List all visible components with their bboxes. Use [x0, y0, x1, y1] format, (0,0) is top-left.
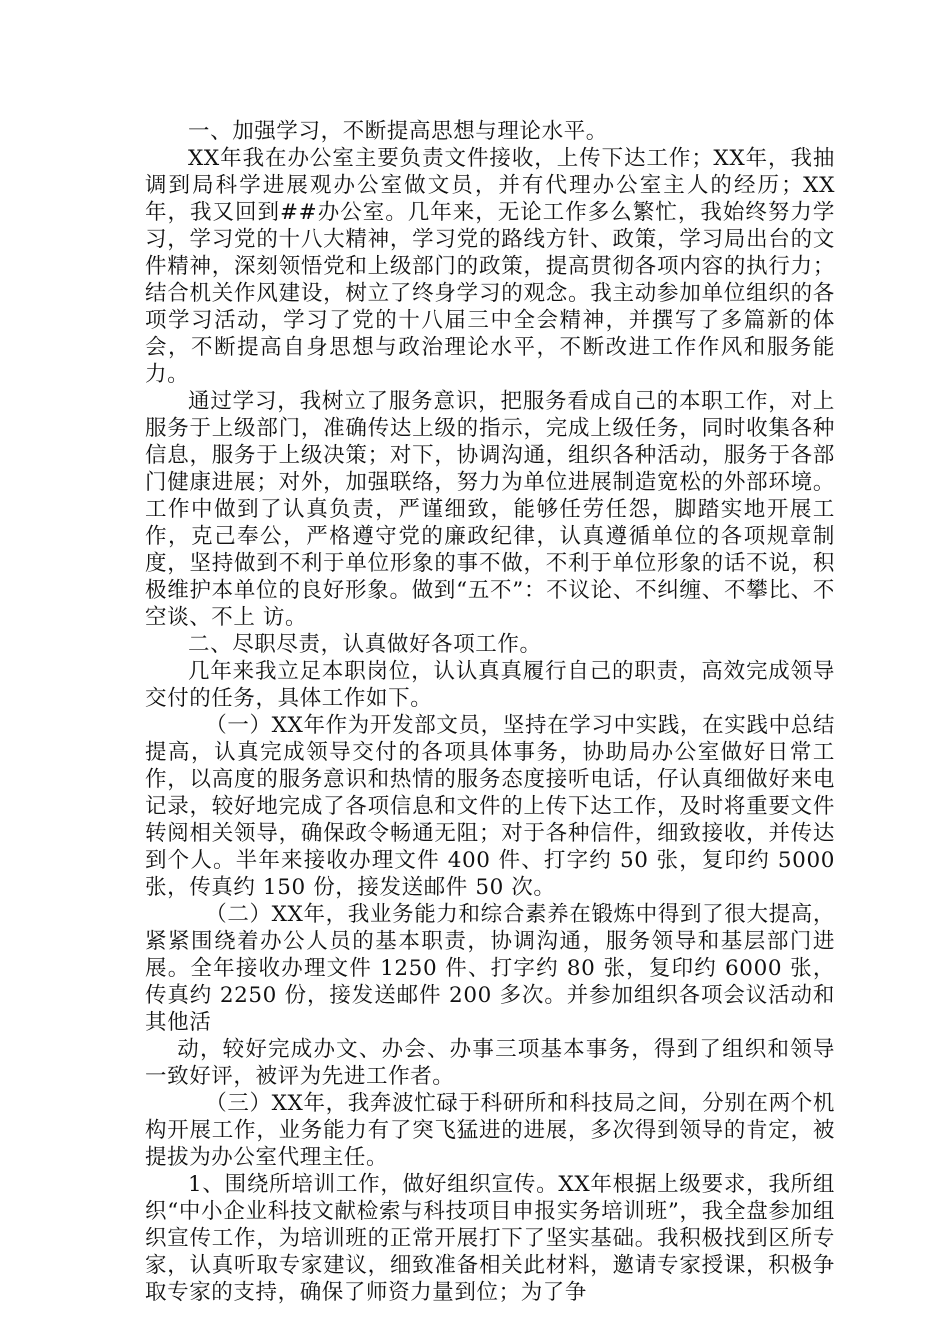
subsection-paragraph-2: （二）XX年，我业务能力和综合素养在锻炼中得到了很大提高，紧紧围绕着办公人员的基本职责，协调沟通，服务领导和基层部门进展。全年接收办理文件 1250 件、打字约 80 张，复印约 6000 张，传真约 2250 份，接发送邮件 200 多次。并参加组织各项会议活动和其他活: [145, 902, 835, 1035]
paragraph: XX年我在办公室主要负责文件接收，上传下达工作；XX年，我抽调到局科学进展观办公室做文员，并有代理办公室主人的经历；XX年，我又回到##办公室。几年来，无论工作多么繁忙，我始终努力学习，学习党的十八大精神，学习党的路线方针、政策，学习局出台的文件精神，深刻领悟党和上级部门的政策，提高贯彻各项内容的执行力；结合机关作风建设，树立了终身学习的观念。我主动参加单位组织的各项学习活动，学习了党的十八届三中全会精神，并撰写了多篇新的体会，不断提高自身思想与政治理论水平，不断改进工作作风和服务能力。: [145, 146, 835, 387]
section-heading-1: 一、加强学习，不断提高思想与理论水平。: [188, 119, 608, 144]
paragraph: 通过学习，我树立了服务意识，把服务看成自己的本职工作，对上服务于上级部门，准确传达上级的指示，完成上级任务，同时收集各种信息，服务于上级决策；对下，协调沟通，组织各种活动，服务于各部门健康进展；对外，加强联络，努力为单位进展制造宽松的外部环境。工作中做到了认真负责，严谨细致，能够任劳任怨，脚踏实地开展工作，克己奉公，严格遵守党的廉政纪律，认真遵循单位的各项规章制度，坚持做到不利于单位形象的事不做，不利于单位形象的话不说，积极维护本单位的良好形象。做到“五不”：不议论、不纠缠、不攀比、不空谈、不上 访。: [145, 389, 835, 630]
document-body: [145, 118, 835, 1306]
subsection-paragraph-3: （三）XX年，我奔波忙碌于科研所和科技局之间，分别在两个机构开展工作，业务能力有了突飞猛进的进展，多次得到领导的肯定，被提拔为办公室代理主任。: [145, 1091, 835, 1170]
item-paragraph-1: 1、围绕所培训工作，做好组织宣传。XX年根据上级要求，我所组织“中小企业科技文献检索与科技项目申报实务培训班”，我全盘参加组织宣传工作，为培训班的正常开展打下了坚实基础。我积极找到区所专家，认真听取专家建议，细致准备相关此材料，邀请专家授课，积极争取专家的支持，确保了师资力量到位；为了争: [145, 1172, 835, 1305]
paragraph-continuation: 动，较好完成办文、办会、办事三项基本事务，得到了组织和领导一致好评，被评为先进工作者。: [145, 1037, 835, 1089]
section-heading-2: 二、尽职尽责，认真做好各项工作。: [188, 632, 542, 657]
paragraph: 几年来我立足本职岗位，认认真真履行自己的职责，高效完成领导交付的任务，具体工作如下。: [145, 659, 835, 711]
subsection-paragraph-1: （一）XX年作为开发部文员，坚持在学习中实践，在实践中总结提高，认真完成领导交付的各项具体事务，协助局办公室做好日常工作，以高度的服务意识和热情的服务态度接听电话，仔认真细做好来电记录，较好地完成了各项信息和文件的上传下达工作，及时将重要文件转阅相关领导，确保政令畅通无阻；对于各种信件，细致接收，并传达到个人。半年来接收办理文件 400 件、打字约 50 张，复印约 5000 张，传真约 150 份，接发送邮件 50 次。: [145, 713, 835, 900]
